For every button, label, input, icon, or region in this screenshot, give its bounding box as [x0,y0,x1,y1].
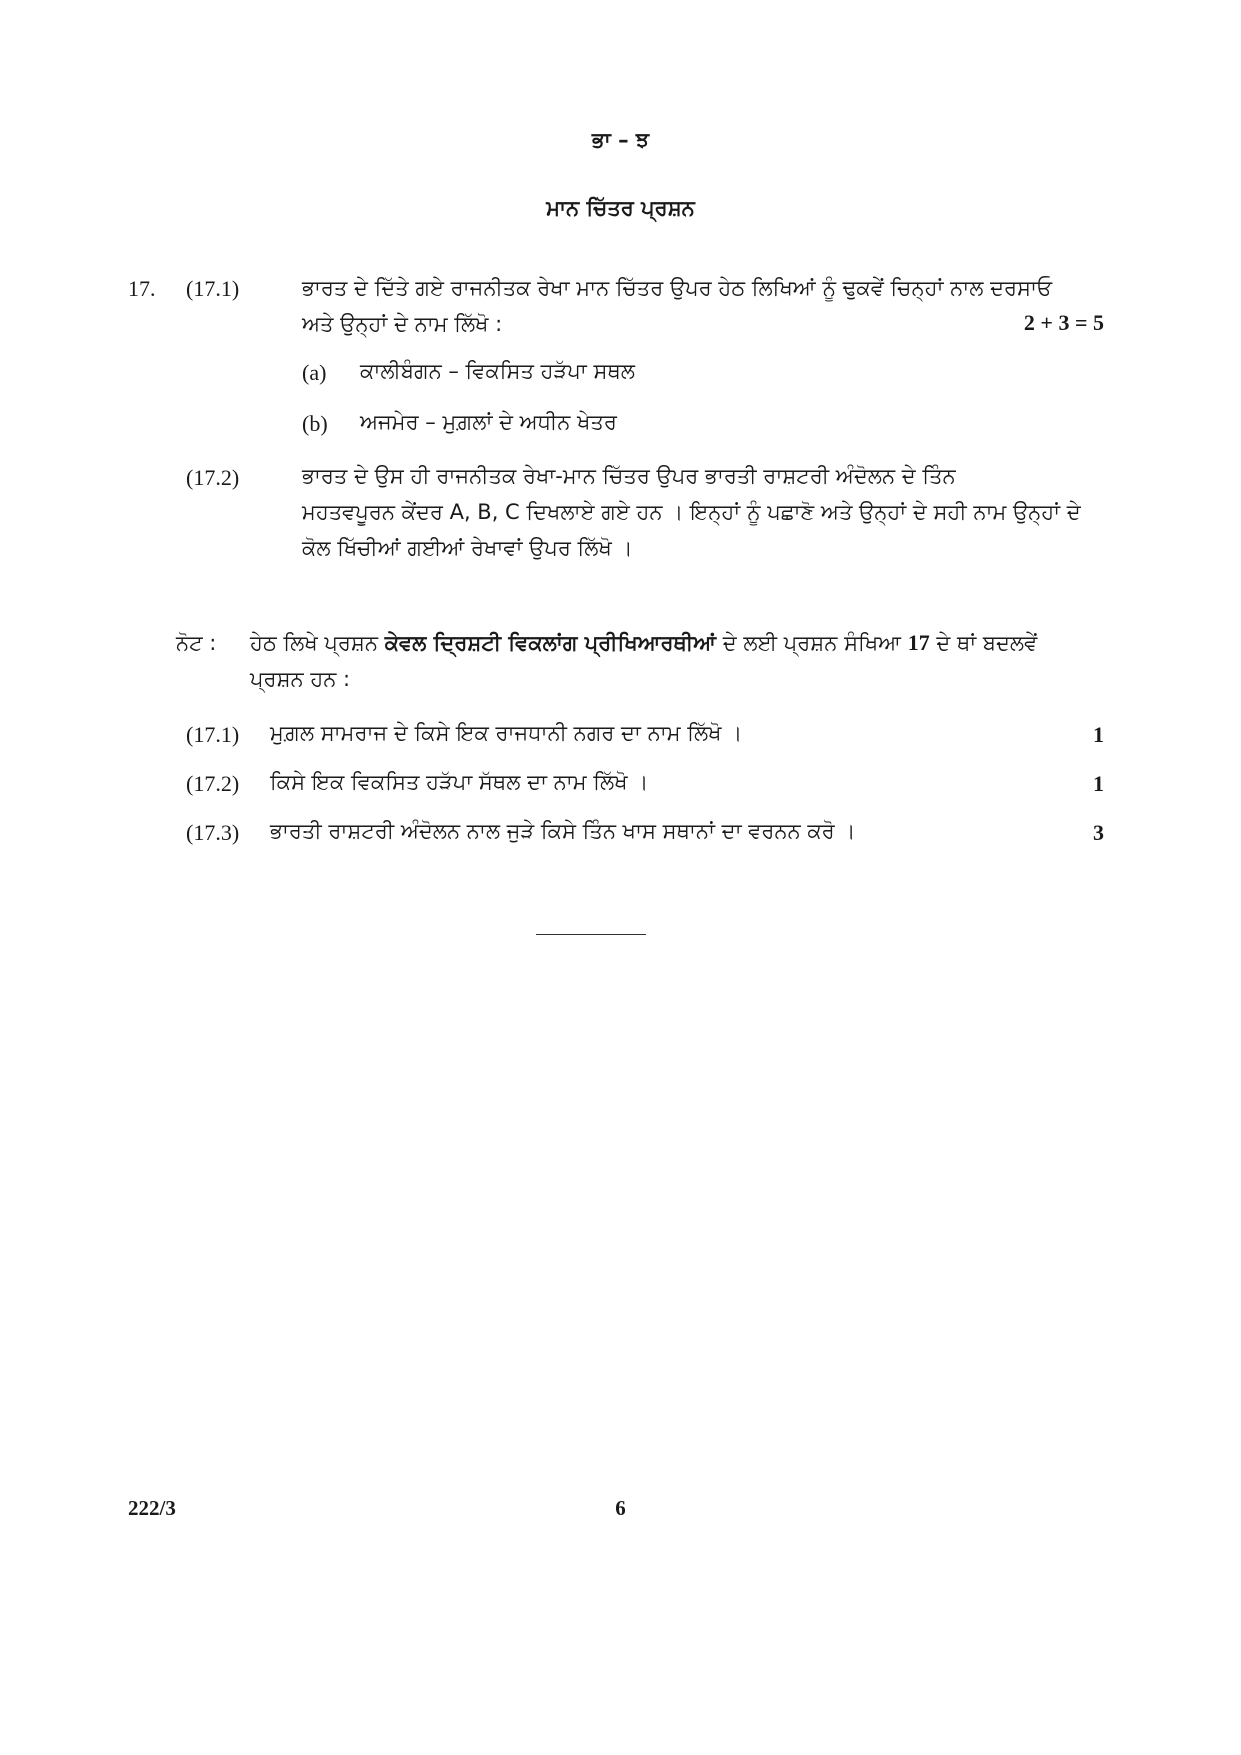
question-17-1-line1: ਭਾਰਤ ਦੇ ਦਿੱਤੇ ਗਏ ਰਾਜਨੀਤਕ ਰੇਖਾ ਮਾਨ ਚਿੱਤਰ ਉਪਰ ਹੇਠ ਲਿਖਿਆਂ ਨੂੰ ਢੁਕਵੇਂ ਚਿਨ੍ਹਾਂ ਨਾਲ ਦਰਸਾਓ [302,276,1053,300]
note-text-bold: ਕੇਵਲ ਦ੍ਰਿਸ਼ਟੀ ਵਿਕਲਾਂਗ ਪ੍ਰੀਖਿਆਰਥੀਆਂ [384,631,717,655]
alt-question-marks: 1 [1093,771,1104,796]
alt-question-label: (17.1) [186,722,240,747]
item-b-label: (b) [302,411,328,436]
question-17-1-marks: 2 + 3 = 5 [1023,310,1104,335]
page-number: 6 [615,1496,626,1520]
note-text-post: ਦੇ ਥਾਂ ਬਦਲਵੇਂ [936,631,1038,655]
alt-question-text: ਭਾਰਤੀ ਰਾਸ਼ਟਰੀ ਅੰਦੋਲਨ ਨਾਲ ਜੁੜੇ ਕਿਸੇ ਤਿੰਨ ਖਾਸ ਸਥਾਨਾਂ ਦਾ ਵਰਨਨ ਕਰੋ । [270,819,856,843]
note-question-number: 17 [907,630,930,655]
question-number: 17. [128,276,156,301]
item-a-text: ਕਾਲੀਬੰਗਨ – ਵਿਕਸਿਤ ਹੜੱਪਾ ਸਥਲ [360,359,635,383]
note-text-pre: ਹੇਠ ਲਿਖੇ ਪ੍ਰਸ਼ਨ [250,631,378,655]
item-b-text: ਅਜਮੇਰ – ਮੁਗ਼ਲਾਂ ਦੇ ਅਧੀਨ ਖੇਤਰ [360,410,617,434]
note-line2: ਪ੍ਰਸ਼ਨ ਹਨ : [250,667,351,691]
question-17-2-label: (17.2) [186,465,240,490]
note-line1 [250,625,1110,661]
alt-question-marks: 1 [1093,722,1104,747]
note-label: ਨੋਟ : [176,631,217,655]
alt-question-text: ਕਿਸੇ ਇਕ ਵਿਕਸਿਤ ਹੜੱਪਾ ਸੱਥਲ ਦਾ ਨਾਮ ਲਿੱਖੋ । [270,770,649,794]
question-17-2-line2: ਮਹਤਵਪੂਰਨ ਕੇਂਦਰ A, B, C ਦਿਖਲਾਏ ਗਏ ਹਨ । ਇਨ੍ਹਾਂ ਨੂੰ ਪਛਾਣੋ ਅਤੇ ਉਨ੍ਹਾਂ ਦੇ ਸਹੀ ਨਾਮ ਉਨ੍ਹਾਂ ਦੇ [302,500,1081,524]
alt-question-marks: 3 [1093,820,1104,845]
section-subheading: ਮਾਨ ਚਿੱਤਰ ਪ੍ਰਸ਼ਨ [546,196,695,220]
question-17-1-line2: ਅਤੇ ਉਨ੍ਹਾਂ ਦੇ ਨਾਮ ਲਿੱਖੋ : [302,312,503,336]
note-text-mid: ਦੇ ਲਈ ਪ੍ਰਸ਼ਨ ਸੰਖਿਆ [722,631,901,655]
question-17-2-line3: ਕੋਲ ਖਿੱਚੀਆਂ ਗਈਆਂ ਰੇਖਾਵਾਂ ਉਪਰ ਲਿੱਖੋ । [302,536,633,560]
alt-question-label: (17.2) [186,771,240,796]
question-17-1-label: (17.1) [186,276,240,301]
question-17-2-line1: ਭਾਰਤ ਦੇ ਉਸ ਹੀ ਰਾਜਨੀਤਕ ਰੇਖਾ-ਮਾਨ ਚਿੱਤਰ ਉਪਰ ਭਾਰਤੀ ਰਾਸ਼ਟਰੀ ਅੰਦੋਲਨ ਦੇ ਤਿੰਨ [302,464,956,488]
alt-question-label: (17.3) [186,820,240,845]
paper-code: 222/3 [128,1496,176,1520]
end-rule [536,934,646,935]
section-heading: ਭਾ – ਝ [591,128,650,152]
alt-question-text: ਮੁਗ਼ਲ ਸਾਮਰਾਜ ਦੇ ਕਿਸੇ ਇਕ ਰਾਜਧਾਨੀ ਨਗਰ ਦਾ ਨਾਮ ਲਿੱਖੋ । [270,721,743,745]
item-a-label: (a) [302,360,327,385]
